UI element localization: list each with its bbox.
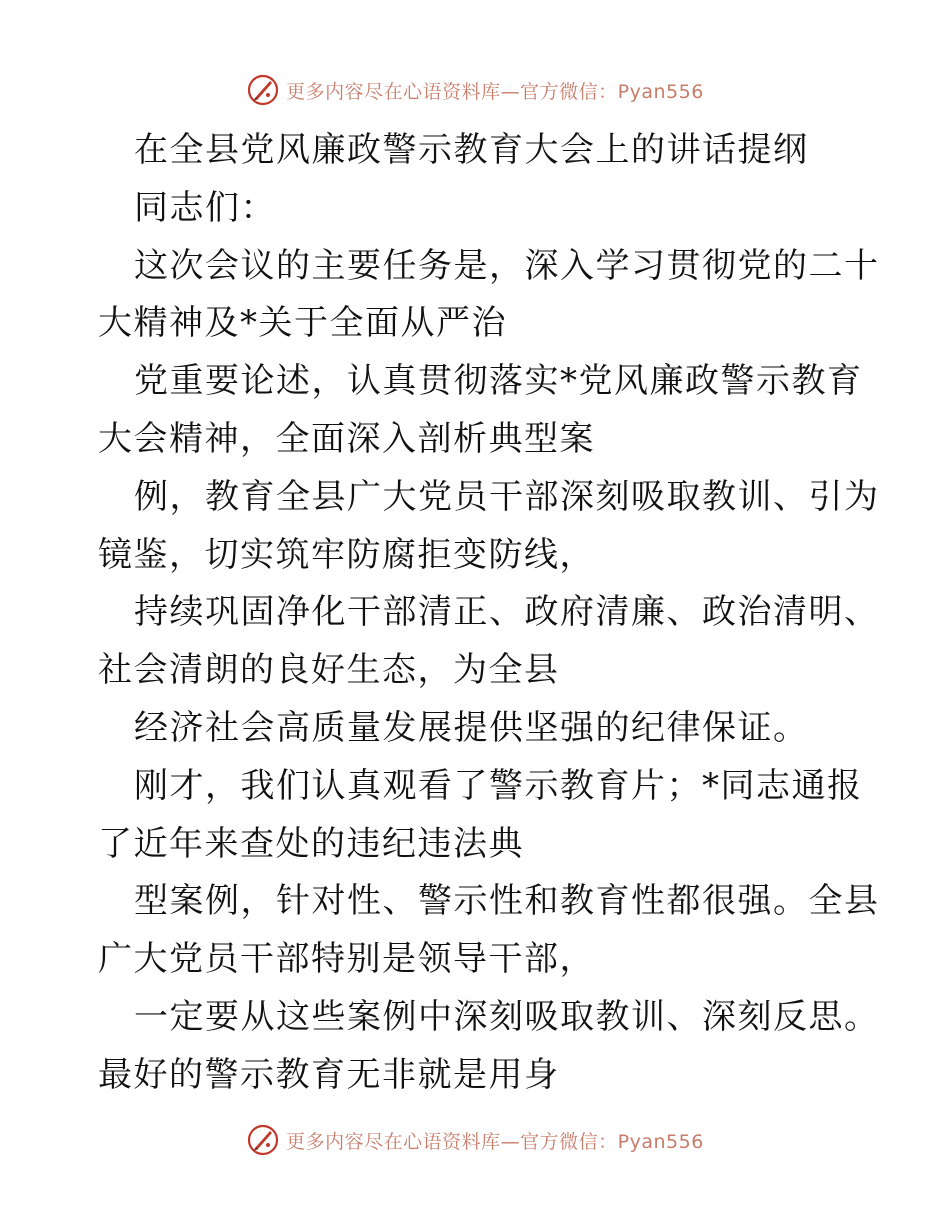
paragraph-line: 了近年来查处的违纪违法典 <box>98 823 524 864</box>
paragraph-line: 同志们： <box>134 187 276 228</box>
paragraph-line: 大精神及*关于全面从严治 <box>98 303 507 344</box>
paragraph-line: 镜鉴，切实筑牢防腐拒变防线， <box>98 534 595 575</box>
paragraph-line: 最好的警示教育无非就是用身 <box>98 1054 560 1095</box>
paragraph-line: 社会清朗的良好生态，为全县 <box>98 650 560 691</box>
paragraph-line: 例，教育全县广大党员干部深刻吸取教训、引为 <box>134 476 880 517</box>
watermark-text: 更多内容尽在心语资料库—官方微信：Pyan556 <box>286 1130 704 1153</box>
quill-pen-logo-icon <box>246 1123 280 1157</box>
header-watermark <box>0 70 950 110</box>
paragraph-line: 一定要从这些案例中深刻吸取教训、深刻反思。 <box>134 996 880 1037</box>
paragraph-line: 持续巩固净化干部清正、政府清廉、政治清明、 <box>134 592 880 633</box>
paragraph-line: 这次会议的主要任务是，深入学习贯彻党的二十 <box>134 245 880 286</box>
paragraph-line: 在全县党风廉政警示教育大会上的讲话提纲 <box>134 130 809 170</box>
paragraph-line: 型案例，针对性、警示性和教育性都很强。全县 <box>134 881 880 922</box>
footer-watermark <box>0 1120 950 1160</box>
document-body <box>98 122 880 1105</box>
paragraph-line: 大会精神，全面深入剖析典型案 <box>98 418 595 459</box>
paragraph-line: 经济社会高质量发展提供坚强的纪律保证。 <box>134 707 809 748</box>
quill-pen-logo-icon <box>246 73 280 107</box>
paragraph-line: 广大党员干部特别是领导干部， <box>98 939 595 980</box>
paragraph-line: 党重要论述，认真贯彻落实*党风廉政警示教育 <box>134 361 863 402</box>
paragraph-line: 刚才，我们认真观看了警示教育片；*同志通报 <box>134 765 863 806</box>
watermark-text: 更多内容尽在心语资料库—官方微信：Pyan556 <box>286 80 704 103</box>
